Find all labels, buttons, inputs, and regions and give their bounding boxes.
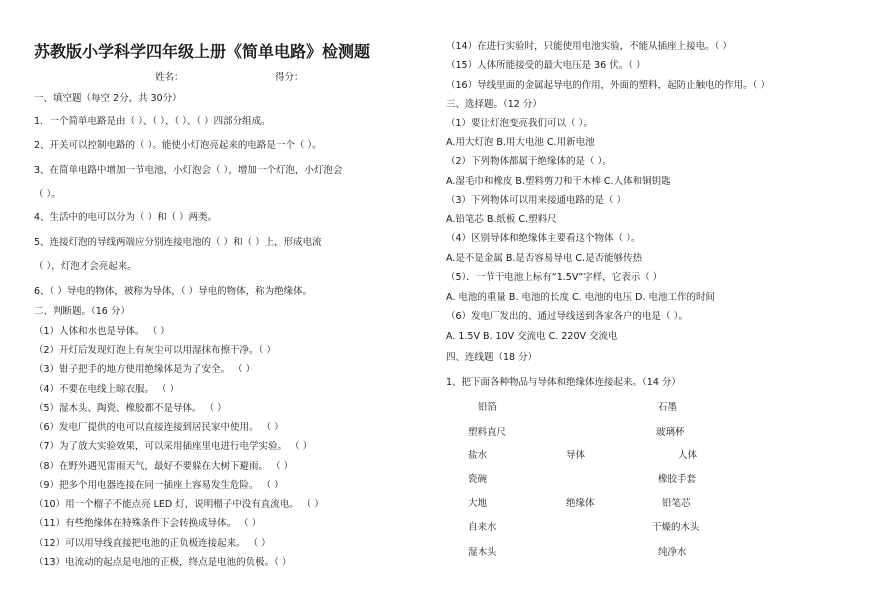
match-left-item: 瓷碗 [468,474,488,485]
match-right-item: 干燥的木头 [652,522,700,533]
choice-options-2: A.湿毛巾和橡皮 B.塑料剪刀和干木棒 C.人体和铜钥匙 [446,176,671,187]
choice-options-6: A. 1.5V B. 10V 交流电 C. 220V 交流电 [446,331,618,342]
fill-question-5: 5、连接灯泡的导线两端应分别连接电池的（ ）和（ ）上，形成电流 [34,237,322,248]
choice-question-1: （1）要让灯泡变亮我们可以（ ）。 [446,118,593,129]
name-label: 姓名： [155,72,184,83]
choice-question-2: （2）下列物体都属于绝缘体的是（ ）。 [446,156,612,167]
judge-item: （6）发电厂提供的电可以直接连接到居民家中使用。 （ ） [34,422,284,433]
judge-item: （14）在进行实验时，只能使用电池实验，不能从插座上接电。（ ） [446,41,732,52]
match-left-item: 塑料直尺 [468,427,507,438]
judge-item: （4）不要在电线上晾衣服。 （ ） [34,384,180,395]
judge-item: （11）有些绝缘体在特殊条件下会转换成导体。 （ ） [34,518,262,529]
judge-item: （10）用一个榴子不能点亮 LED 灯，说明榴子中没有直流电。 （ ） [34,499,324,510]
match-right-item: 人体 [678,450,698,461]
match-right-item: 纯净水 [658,547,687,558]
section4-heading: 四、连线题（18 分） [446,352,538,363]
choice-question-4: （4）区别导体和绝缘体主要看这个物体（ ）。 [446,233,641,244]
judge-item: （9）把多个用电器连接在同一插座上容易发生危险。 （ ） [34,480,284,491]
fill-question-3-cont: （ ）。 [34,189,61,200]
choice-question-5: （5）．一节干电池上标有“1.5V”字样，它表示（ ） [446,272,663,283]
match-right-item: 铅笔芯 [662,498,691,509]
match-category-insulator: 绝缘体 [566,498,595,509]
match-left-item: 大地 [468,498,488,509]
fill-question-3: 3、在简单电路中增加一节电池，小灯泡会（ ），增加一个灯泡，小灯泡会 [34,165,343,176]
match-right-item: 玻璃杯 [656,427,685,438]
fill-question-6: 6、（ ）导电的物体，被称为导体，（ ）导电的物体，称为绝缘体。 [34,286,313,297]
fill-question-5-cont: （ ），灯泡才会亮起来。 [34,261,137,272]
match-right-item: 橡胶手套 [658,474,697,485]
match-left-item: 自来水 [468,522,497,533]
judge-item: （13）电流动的起点是电池的正极，终点是电池的负极。（ ） [34,557,292,568]
match-left-item: 铅箔 [478,402,498,413]
section1-heading: 一、填空题（每空 2分，共 30分） [34,93,182,104]
fill-question-2: 2、开关可以控制电路的（ ）。能使小灯泡亮起来的电路是一个（ ）。 [34,140,322,151]
judge-item: （3）钳子把手的地方使用绝缘体是为了安全。 （ ） [34,364,256,375]
judge-item: （5）湿木头、陶瓷、橡胶都不是导体。 （ ） [34,403,227,414]
match-right-item: 石墨 [658,402,678,413]
choice-options-5: A. 电池的重量 B. 电池的长度 C. 电池的电压 D. 电池工作的时间 [446,292,716,303]
judge-item: （2）开灯后发现灯泡上有灰尘可以用湿抹布擦干净。（ ） [34,345,276,356]
judge-item: （12）可以用导线直接把电池的正负极连接起来。 （ ） [34,538,271,549]
section3-heading: 三、选择题。（12 分） [446,99,542,110]
choice-options-1: A.用大灯泡 B.用大电池 C.用新电池 [446,137,595,148]
match-left-item: 盐水 [468,450,488,461]
judge-item: （15）人体所能接受的最大电压是 36 伏。（ ） [446,60,646,71]
choice-options-3: A.铅笔芯 B.纸板 C.塑料尺 [446,214,557,225]
choice-question-6: （6）发电厂发出的、通过导线送到各家各户的电是（ ）。 [446,311,688,322]
choice-question-3: （3）下列物体可以用来接通电路的是（ ） [446,195,627,206]
matching-instruction: 1、把下面各种物品与导体和绝缘体连接起来。（14 分） [446,377,681,388]
judge-item: （16）导线里面的金属起导电的作用，外面的塑料，起防止触电的作用。（ ） [446,80,770,91]
score-label: 得分： [275,72,304,83]
choice-options-4: A.是不是金属 B.是否容易导电 C.是否能够传热 [446,253,643,264]
page-title: 苏教版小学科学四年级上册《简单电路》检测题 [34,42,371,61]
judge-item: （8）在野外遇见雷雨天气，最好不要躲在大树下避雨。 （ ） [34,461,294,472]
section2-heading: 二、判断题。（16 分） [34,306,130,317]
fill-question-4: 4、生活中的电可以分为（ ）和（ ）两类。 [34,212,218,223]
match-left-item: 湿木头 [468,547,497,558]
judge-item: （7）为了放大实验效果，可以采用插座里电进行电学实验。 （ ） [34,441,313,452]
match-category-conductor: 导体 [566,450,586,461]
judge-item: （1）人体和水也是导体。 （ ） [34,326,170,337]
fill-question-1: 1．一个简单电路是由（ ）、（ ）、（ ）、（ ）四部分组成。 [34,116,271,127]
